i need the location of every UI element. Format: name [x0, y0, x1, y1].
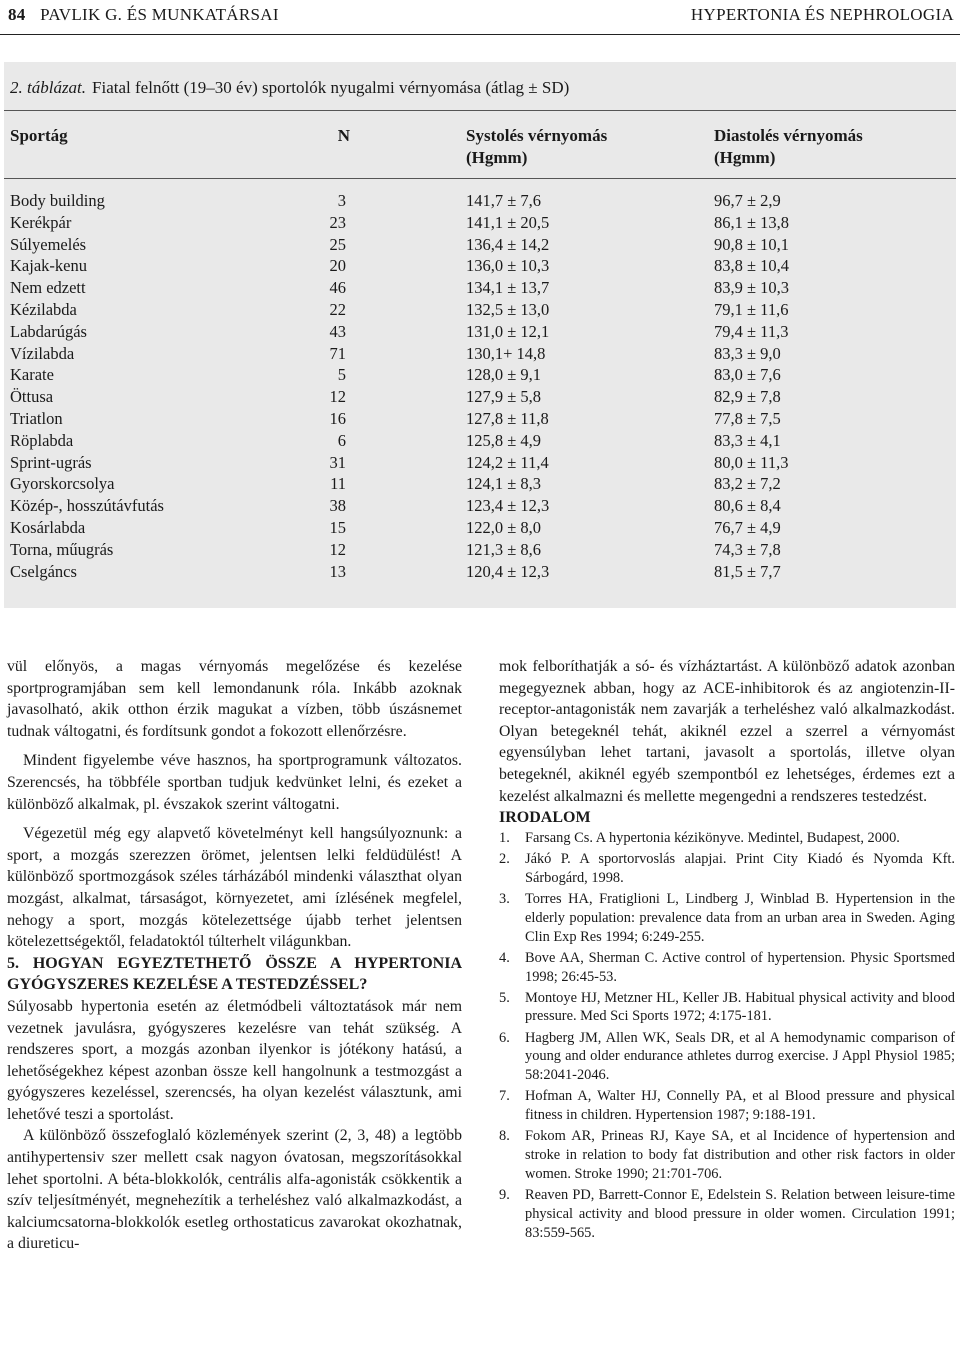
cell-systolic: 127,8 ± 11,8	[466, 408, 549, 428]
cell-n: 15	[329, 517, 346, 537]
table-row	[0, 473, 960, 495]
cell-systolic: 134,1 ± 13,7	[466, 278, 550, 298]
header-journal: HYPERTONIA ÉS NEPHROLOGIA	[690, 5, 954, 24]
table-caption	[10, 78, 569, 98]
paragraph: vül előnyös, a magas vérnyomás megelőzése és kezelése sportprogramjában sem kell lemondanunk róla. Inkább azoknak javasolható, akik otthon érzik magukat a vízben, több úszásnemet tudnak váltogatni, és fordítsunk gondot a fokozott ellenőrzésre.	[7, 658, 462, 740]
cell-systolic: 141,7 ± 7,6	[466, 191, 542, 210]
table-body	[0, 190, 960, 582]
table-label: 2. táblázat.	[10, 78, 87, 97]
cell-diastolic: 80,0 ± 11,3	[714, 452, 789, 472]
table-row	[0, 452, 960, 474]
cell-n: 3	[337, 191, 346, 210]
reference-item	[499, 1029, 955, 1085]
table-row	[0, 408, 960, 430]
table-row	[0, 343, 960, 365]
reference-item	[499, 829, 955, 848]
reference-number: 8.	[499, 1128, 510, 1145]
reference-item	[499, 1087, 955, 1125]
cell-sport: Kajak-kenu	[10, 256, 87, 276]
cell-sport: Kézilabda	[10, 299, 77, 319]
cell-sport: Body building	[10, 191, 105, 210]
cell-diastolic: 83,9 ± 10,3	[714, 278, 790, 298]
cell-systolic: 124,1 ± 8,3	[466, 474, 542, 494]
cell-n: 11	[330, 474, 346, 494]
cell-sport: Kerékpár	[10, 212, 72, 232]
reference-list	[499, 829, 955, 1243]
reference-number: 9.	[499, 1187, 510, 1204]
cell-sport: Közép-, hosszútávfutás	[10, 496, 164, 516]
table-top-rule	[4, 110, 956, 111]
reference-text: Torres HA, Fratiglioni L, Lindberg J, Winblad B. Hypertension in the elderly population: prevalence data from an urban area in Sweden. Aging Clin Exp Res 1994; 6:249-255.	[525, 890, 955, 945]
reference-item	[499, 1127, 955, 1183]
cell-diastolic: 76,7 ± 4,9	[714, 517, 781, 537]
reference-text: Jákó P. A sportorvoslás alapjai. Print City Kiadó és Nyomda Kft. Sárbogárd, 1998.	[525, 850, 955, 886]
table-row	[0, 321, 960, 343]
cell-sport: Triatlon	[10, 408, 63, 428]
paragraph: A különböző összefoglaló közlemények szerint (2, 3, 48) a legtöbb antihypertensiv szer mellett csak nagyon óvatosan, megszorításokkal lehet sportolni. A béta-blokkolók, centrális alfa-agonisták csökkentik a szív teljesítményét, megnehezítik a terheléshez való alkalmazkodást, a kalciumcsatorna-blokkolók esetleg orthostaticus zavarokat okozhatnak, a diureticu-	[7, 1127, 462, 1253]
cell-n: 38	[329, 496, 346, 516]
cell-systolic: 124,2 ± 11,4	[466, 452, 549, 472]
cell-diastolic: 83,8 ± 10,4	[714, 256, 790, 276]
cell-sport: Vízilabda	[10, 343, 75, 363]
col-header-systolic-line2: (Hgmm)	[466, 148, 528, 167]
cell-diastolic: 74,3 ± 7,8	[714, 539, 781, 559]
cell-n: 22	[329, 299, 346, 319]
cell-n: 31	[329, 452, 346, 472]
header-authors: PAVLIK G. ÉS MUNKATÁRSAI	[40, 5, 279, 24]
cell-systolic: 130,1+ 14,8	[466, 343, 546, 363]
table-row	[0, 277, 960, 299]
cell-systolic: 131,0 ± 12,1	[466, 321, 550, 341]
reference-text: Farsang Cs. A hypertonia kézikönyve. Medintel, Budapest, 2000.	[525, 829, 900, 846]
col-header-systolic-line1: Systolés vérnyomás	[466, 126, 608, 145]
reference-text: Reaven PD, Barrett-Connor E, Edelstein S. Relation between leisure-time physical activity and blood pressure in older women. Circulation 1991; 83:559-565.	[525, 1187, 955, 1241]
cell-n: 13	[329, 561, 346, 581]
cell-sport: Cselgáncs	[10, 561, 77, 581]
reference-number: 1.	[499, 829, 510, 846]
cell-sport: Röplabda	[10, 430, 74, 450]
cell-diastolic: 83,2 ± 7,2	[714, 474, 781, 494]
cell-sport: Torna, műugrás	[10, 539, 114, 559]
cell-diastolic: 90,8 ± 10,1	[714, 234, 790, 254]
col-header-n: N	[337, 126, 350, 145]
cell-systolic: 128,0 ± 9,1	[466, 365, 542, 385]
cell-systolic: 125,8 ± 4,9	[466, 430, 542, 450]
reference-number: 5.	[499, 989, 510, 1006]
paragraph: Mindent figyelembe véve hasznos, ha sportprogramunk változatos. Szerencsés, ha többféle sportban tudjuk kedvünket lelni, és ezeket a különböző alkalmak, pl. évszakok szerint váltogatni.	[7, 752, 462, 813]
cell-systolic: 121,3 ± 8,6	[466, 539, 542, 559]
col-header-diastolic-line1: Diastolés vérnyomás	[714, 126, 863, 145]
reference-number: 3.	[499, 890, 510, 907]
cell-sport: Labdarúgás	[10, 321, 87, 341]
reference-item	[499, 890, 955, 946]
table-row	[0, 495, 960, 517]
table-row	[0, 517, 960, 539]
cell-n: 12	[329, 539, 346, 559]
running-header	[0, 0, 960, 35]
cell-sport: Súlyemelés	[10, 234, 87, 254]
table-row	[0, 430, 960, 452]
table-title: Fiatal felnőtt (19–30 év) sportolók nyugalmi vérnyomása (átlag ± SD)	[92, 78, 570, 97]
table-row	[0, 190, 960, 212]
table-row	[0, 299, 960, 321]
cell-diastolic: 83,0 ± 7,6	[714, 365, 781, 385]
reference-item	[499, 989, 955, 1027]
cell-diastolic: 80,6 ± 8,4	[714, 496, 781, 516]
reference-item	[499, 1186, 955, 1242]
cell-systolic: 127,9 ± 5,8	[466, 387, 542, 407]
cell-diastolic: 83,3 ± 9,0	[714, 343, 781, 363]
paragraph: Súlyosabb hypertonia esetén az életmódbeli változtatások már nem vezetnek javulásra, gyógyszeres kezelésre van tehát szükség. A rendszeres sport, a mozgás azonban ilyenkor is jótékony hatású, a lehetőségekhez képest azonban össze kell hangolnunk a testmozgást a gyógyszeres kezeléssel, szerencsés, ha olyan kezelést választunk, ami lehetővé teszi a sportolást.	[7, 997, 462, 1123]
reference-number: 7.	[499, 1088, 510, 1105]
right-column	[499, 656, 955, 1245]
table-row	[0, 212, 960, 234]
cell-sport: Kosárlabda	[10, 517, 86, 537]
reference-number: 4.	[499, 949, 510, 966]
cell-n: 25	[329, 234, 346, 254]
cell-n: 20	[329, 256, 346, 276]
cell-sport: Gyorskorcsolya	[10, 474, 115, 494]
reference-number: 6.	[499, 1029, 510, 1046]
page-number: 84	[8, 5, 26, 24]
col-header-sport: Sportág	[10, 126, 68, 145]
cell-n: 23	[329, 212, 346, 232]
cell-diastolic: 86,1 ± 13,8	[714, 212, 790, 232]
cell-systolic: 141,1 ± 20,5	[466, 212, 550, 232]
col-header-diastolic	[714, 125, 863, 169]
cell-diastolic: 79,1 ± 11,6	[714, 299, 789, 319]
paragraph: mok felboríthatják a só- és vízháztartást. A különböző adatok azonban megegyeznek abban, hogy az ACE-inhibitorok és az angiotenzin-II- receptor-antagonisták nem zavarják a terheléshez való alkalmazkodást. Olyan betegeknél tehát, akiknél ezzel a szerrel a vérnyomást egyensúlyban lehet tartani, javasolt a sportolás, illetve olyan betegeknél, akiknél egyéb szempontból ez lehetséges, érdemes ezt a kezelést alkalmazni és mellette megengedni a rendszeres testedzést.	[499, 658, 955, 805]
cell-n: 6	[337, 430, 346, 450]
left-column	[7, 656, 462, 1255]
reference-item	[499, 949, 955, 987]
table-header-rule	[4, 178, 956, 179]
reference-number: 2.	[499, 850, 510, 867]
table-row	[0, 386, 960, 408]
col-header-systolic	[466, 125, 607, 169]
cell-n: 43	[329, 321, 346, 341]
cell-systolic: 120,4 ± 12,3	[466, 561, 550, 581]
cell-sport: Sprint-ugrás	[10, 452, 92, 472]
table-row	[0, 234, 960, 256]
reference-text: Bove AA, Sherman C. Active control of hypertension. Physic Sportsmed 1998; 26:45-53.	[525, 949, 955, 985]
cell-diastolic: 83,3 ± 4,1	[714, 430, 781, 450]
cell-sport: Karate	[10, 365, 54, 385]
table-row	[0, 561, 960, 583]
cell-n: 71	[329, 343, 346, 363]
cell-sport: Öttusa	[10, 387, 54, 407]
cell-n: 16	[329, 408, 346, 428]
cell-systolic: 132,5 ± 13,0	[466, 299, 550, 319]
references-heading: IRODALOM	[499, 809, 591, 827]
header-left	[8, 5, 279, 25]
cell-systolic: 122,0 ± 8,0	[466, 517, 542, 537]
cell-diastolic: 96,7 ± 2,9	[714, 191, 781, 210]
cell-n: 12	[329, 387, 346, 407]
col-header-diastolic-line2: (Hgmm)	[714, 148, 776, 167]
reference-text: Montoye HJ, Metzner HL, Keller JB. Habitual physical activity and blood pressure. Med Sci Sports 1972; 4:175-181.	[525, 989, 955, 1025]
cell-sport: Nem edzett	[10, 278, 86, 298]
cell-systolic: 123,4 ± 12,3	[466, 496, 550, 516]
table-row	[0, 364, 960, 386]
reference-item	[499, 850, 955, 888]
cell-diastolic: 79,4 ± 11,3	[714, 321, 789, 341]
reference-text: Hofman A, Walter HJ, Connelly PA, et al Blood pressure and physical fitness in children. Hypertension 1987; 9:188-191.	[525, 1088, 955, 1124]
cell-systolic: 136,4 ± 14,2	[466, 234, 550, 254]
table-row	[0, 255, 960, 277]
paragraph: Végezetül még egy alapvető követelményt kell hangsúlyoznunk: a sport, a mozgás szerezzen örömet, jelentsen lelki feldüdülést! A különböző sportmozgások széles tárházából mindenki választhat olyan mozgást, alkalmat, társaságot, környezetet, ami ízlésének megfelel, nehogy a sport, mozgás kötelezettsége újabb terhet jelentsen kötelezettségektől, feladatoktól túlterhelt világunkban.	[7, 825, 462, 951]
cell-n: 5	[337, 365, 346, 385]
reference-text: Hagberg JM, Allen WK, Seals DR, et al A hemodynamic comparison of young and older endurance athletes durrog exercise. J Appl Physiol 1985; 58:2041-2046.	[525, 1029, 955, 1084]
cell-systolic: 136,0 ± 10,3	[466, 256, 550, 276]
section-heading: 5. HOGYAN EGYEZTETHETŐ ÖSSZE A HYPERTONIA GYÓGYSZERES KEZELÉSE A TESTEDZÉSSEL?	[7, 954, 462, 994]
reference-text: Fokom AR, Prineas RJ, Kaye SA, et al Incidence of hypertension and stroke in relation to body fat distribution and other risk factors in older women. Stroke 1990; 21:701-706.	[525, 1128, 955, 1183]
table-row	[0, 539, 960, 561]
cell-n: 46	[329, 278, 346, 298]
cell-diastolic: 82,9 ± 7,8	[714, 387, 781, 407]
cell-diastolic: 81,5 ± 7,7	[714, 561, 781, 581]
cell-diastolic: 77,8 ± 7,5	[714, 408, 781, 428]
